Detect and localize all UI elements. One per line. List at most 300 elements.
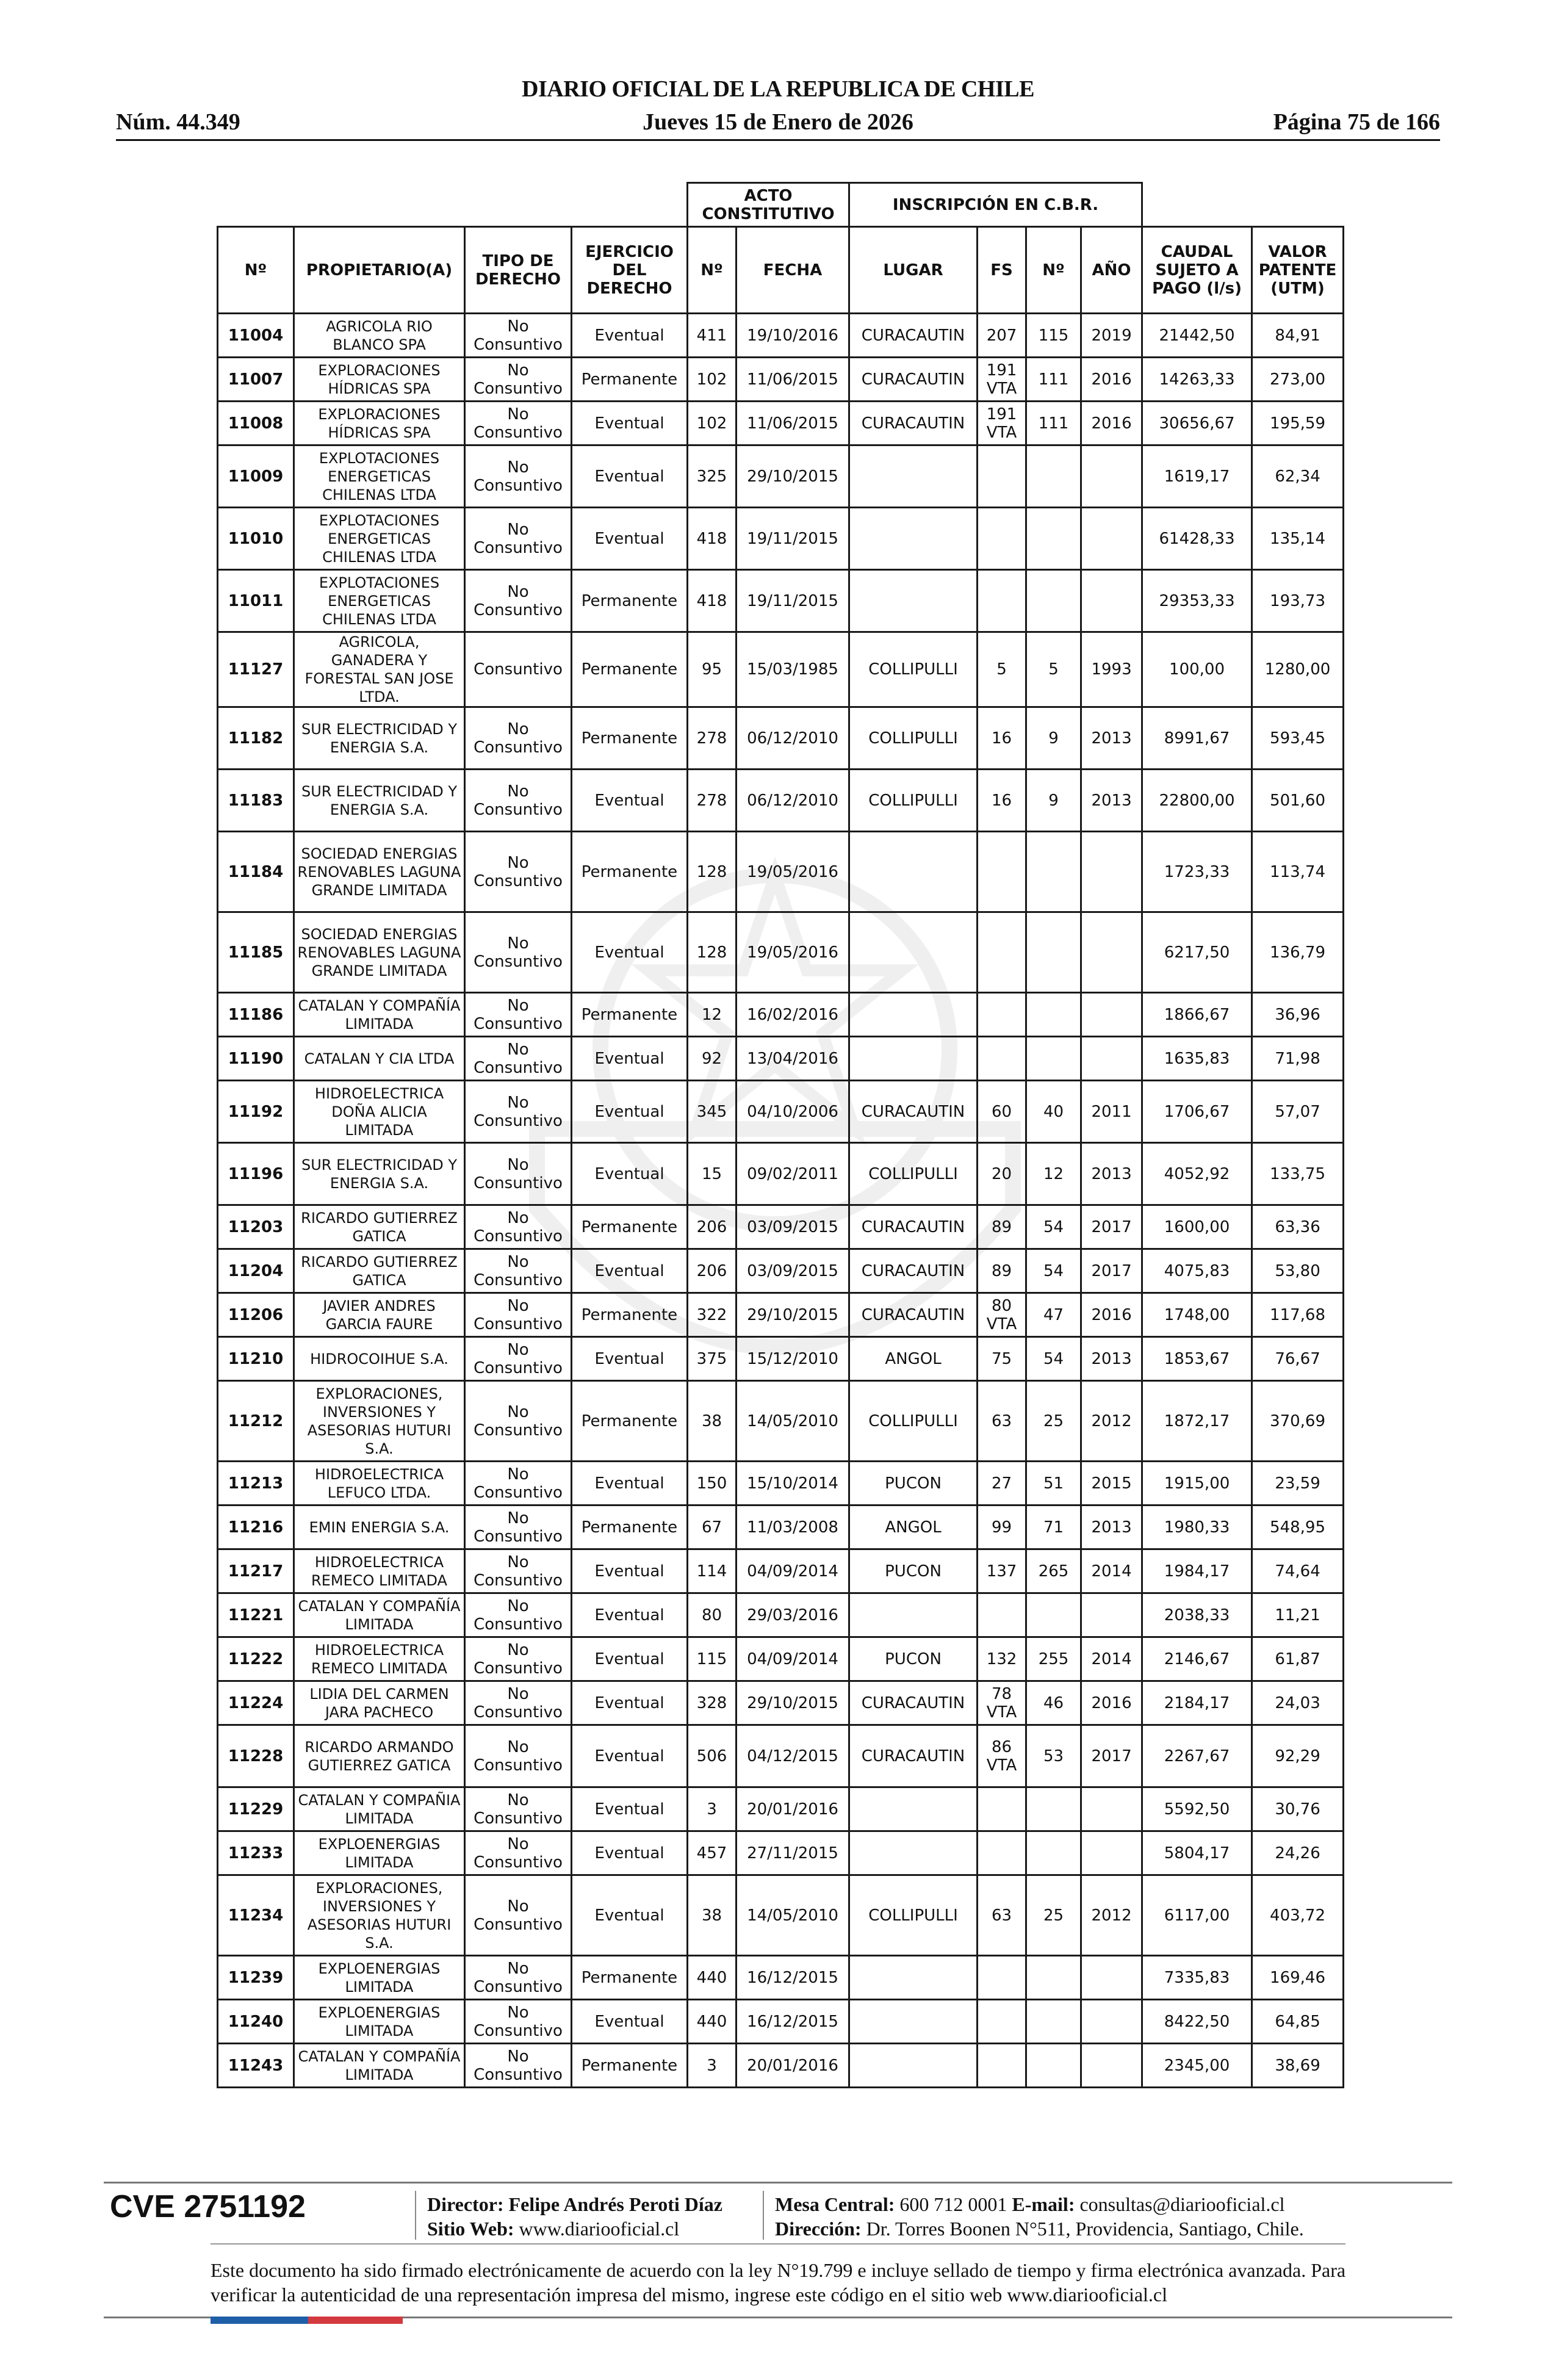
row-valor: 136,79 (1252, 912, 1344, 993)
col-acto-n: Nº (688, 227, 737, 314)
row-ejercicio: Eventual (572, 508, 688, 570)
table-row (218, 1725, 1344, 1787)
contact-block (775, 2192, 1304, 2241)
row-propietario: CATALAN Y COMPAÑÍA LIMITADA (294, 1593, 465, 1637)
email-address[interactable]: consultas@diariooficial.cl (1079, 2193, 1285, 2215)
row-number: 11008 (218, 402, 294, 445)
row-anio (1081, 1831, 1142, 1875)
row-valor: 36,96 (1252, 993, 1344, 1037)
row-lugar: CURACAUTIN (849, 358, 978, 402)
table-row (218, 1956, 1344, 2000)
row-valor: 63,36 (1252, 1205, 1344, 1249)
row-propietario: SOCIEDAD ENERGIAS RENOVABLES LAGUNA GRANDE LIMITADA (294, 912, 465, 993)
row-anio: 2013 (1081, 1143, 1142, 1205)
row-cbr-n (1026, 1831, 1081, 1875)
row-propietario: EXPLOENERGIAS LIMITADA (294, 1956, 465, 2000)
row-number: 11192 (218, 1081, 294, 1143)
row-ejercicio: Eventual (572, 314, 688, 358)
row-fs (978, 1787, 1026, 1831)
row-caudal: 1723,33 (1142, 832, 1252, 912)
col-caudal: CAUDAL SUJETO A PAGO (l/s) (1142, 227, 1252, 314)
row-anio: 2015 (1081, 1462, 1142, 1506)
row-caudal: 61428,33 (1142, 508, 1252, 570)
table-row (218, 1831, 1344, 1875)
row-anio: 2013 (1081, 770, 1142, 832)
row-valor: 11,21 (1252, 1593, 1344, 1637)
row-fecha: 16/02/2016 (737, 993, 849, 1037)
row-caudal: 6117,00 (1142, 1875, 1252, 1956)
row-cbr-n: 25 (1026, 1381, 1081, 1462)
row-propietario: HIDROELECTRICA LEFUCO LTDA. (294, 1462, 465, 1506)
row-number: 11217 (218, 1549, 294, 1593)
header-rule (116, 139, 1440, 141)
table-row (218, 832, 1344, 912)
row-propietario: SOCIEDAD ENERGIAS RENOVABLES LAGUNA GRANDE LIMITADA (294, 832, 465, 912)
row-propietario: RICARDO ARMANDO GUTIERREZ GATICA (294, 1725, 465, 1787)
table-row (218, 570, 1344, 632)
row-anio (1081, 570, 1142, 632)
row-acto-n: 3 (688, 1787, 737, 1831)
row-propietario: EXPLORACIONES, INVERSIONES Y ASESORIAS HUTURI S.A. (294, 1381, 465, 1462)
row-anio (1081, 832, 1142, 912)
row-acto-n: 325 (688, 445, 737, 508)
row-fs: 16 (978, 707, 1026, 770)
row-caudal: 1619,17 (1142, 445, 1252, 508)
direccion: Dr. Torres Boonen N°511, Providencia, Santiago, Chile. (866, 2218, 1304, 2240)
row-acto-n: 345 (688, 1081, 737, 1143)
row-fecha: 04/09/2014 (737, 1637, 849, 1681)
row-fs: 89 (978, 1249, 1026, 1293)
row-valor: 113,74 (1252, 832, 1344, 912)
row-caudal: 7335,83 (1142, 1956, 1252, 2000)
row-fecha: 27/11/2015 (737, 1831, 849, 1875)
row-ejercicio: Permanente (572, 1205, 688, 1249)
row-valor: 273,00 (1252, 358, 1344, 402)
row-fecha: 03/09/2015 (737, 1205, 849, 1249)
row-valor: 169,46 (1252, 1956, 1344, 2000)
table-row (218, 1337, 1344, 1381)
row-fecha: 11/03/2008 (737, 1506, 849, 1549)
row-number: 11210 (218, 1337, 294, 1381)
footer-rule (104, 2182, 1452, 2183)
row-acto-n: 38 (688, 1875, 737, 1956)
row-cbr-n (1026, 2044, 1081, 2088)
row-caudal: 1984,17 (1142, 1549, 1252, 1593)
row-fs: 86 VTA (978, 1725, 1026, 1787)
row-cbr-n: 54 (1026, 1337, 1081, 1381)
row-number: 11007 (218, 358, 294, 402)
row-fs: 207 (978, 314, 1026, 358)
table-row (218, 1205, 1344, 1249)
row-acto-n: 150 (688, 1462, 737, 1506)
row-caudal: 2146,67 (1142, 1637, 1252, 1681)
row-number: 11009 (218, 445, 294, 508)
row-anio (1081, 1593, 1142, 1637)
row-cbr-n: 40 (1026, 1081, 1081, 1143)
inscripcion-header: INSCRIPCIÓN EN C.B.R. (849, 183, 1142, 227)
row-tipo: No Consuntivo (465, 1725, 572, 1787)
row-tipo: No Consuntivo (465, 1875, 572, 1956)
row-fs (978, 508, 1026, 570)
row-anio: 2013 (1081, 1506, 1142, 1549)
row-caudal: 1872,17 (1142, 1381, 1252, 1462)
mesa-label: Mesa Central: (775, 2193, 895, 2215)
row-lugar (849, 993, 978, 1037)
footer (104, 2182, 1452, 2183)
row-caudal: 1635,83 (1142, 1037, 1252, 1081)
group-header-row (218, 183, 1344, 227)
row-valor: 30,76 (1252, 1787, 1344, 1831)
row-ejercicio: Eventual (572, 1549, 688, 1593)
row-lugar: COLLIPULLI (849, 707, 978, 770)
row-tipo: No Consuntivo (465, 314, 572, 358)
row-fecha: 04/12/2015 (737, 1725, 849, 1787)
row-acto-n: 128 (688, 912, 737, 993)
row-acto-n: 206 (688, 1249, 737, 1293)
sitio-web[interactable]: www.diariooficial.cl (519, 2218, 680, 2240)
row-fecha: 29/10/2015 (737, 1293, 849, 1337)
row-fecha: 16/12/2015 (737, 2000, 849, 2044)
col-fecha: FECHA (737, 227, 849, 314)
row-valor: 71,98 (1252, 1037, 1344, 1081)
page-number: Página 75 de 166 (1273, 109, 1440, 135)
row-acto-n: 95 (688, 632, 737, 707)
row-caudal: 2345,00 (1142, 2044, 1252, 2088)
row-caudal: 22800,00 (1142, 770, 1252, 832)
row-number: 11186 (218, 993, 294, 1037)
row-cbr-n: 111 (1026, 358, 1081, 402)
row-lugar: CURACAUTIN (849, 1249, 978, 1293)
row-number: 11221 (218, 1593, 294, 1637)
row-lugar (849, 1787, 978, 1831)
row-ejercicio: Permanente (572, 1506, 688, 1549)
col-ejercicio: EJERCICIO DEL DERECHO (572, 227, 688, 314)
row-valor: 501,60 (1252, 770, 1344, 832)
row-lugar: PUCON (849, 1637, 978, 1681)
row-tipo: No Consuntivo (465, 1081, 572, 1143)
mesa-phone: 600 712 0001 (899, 2193, 1007, 2215)
row-cbr-n: 25 (1026, 1875, 1081, 1956)
row-acto-n: 418 (688, 508, 737, 570)
row-ejercicio: Eventual (572, 1831, 688, 1875)
row-fecha: 19/10/2016 (737, 314, 849, 358)
row-anio (1081, 1787, 1142, 1831)
row-cbr-n: 47 (1026, 1293, 1081, 1337)
table-row (218, 632, 1344, 707)
row-cbr-n (1026, 832, 1081, 912)
row-acto-n: 67 (688, 1506, 737, 1549)
row-ejercicio: Permanente (572, 1956, 688, 2000)
footer-rule (211, 2243, 1345, 2245)
page-header (116, 73, 1440, 140)
row-caudal: 8991,67 (1142, 707, 1252, 770)
row-caudal: 1600,00 (1142, 1205, 1252, 1249)
row-acto-n: 92 (688, 1037, 737, 1081)
row-lugar: PUCON (849, 1549, 978, 1593)
row-tipo: No Consuntivo (465, 1337, 572, 1381)
row-acto-n: 278 (688, 707, 737, 770)
row-propietario: EXPLOENERGIAS LIMITADA (294, 1831, 465, 1875)
legal-notice: Este documento ha sido firmado electrónicamente de acuerdo con la ley N°19.799 e incluye sellado de tiempo y firma electrónica avanzada. Para verificar la autenticidad de una representación impresa del mismo, ingrese este código en el sitio web www.diariooficial.cl (211, 2259, 1346, 2306)
row-propietario: HIDROELECTRICA DOÑA ALICIA LIMITADA (294, 1081, 465, 1143)
row-cbr-n (1026, 1593, 1081, 1637)
row-ejercicio: Eventual (572, 1593, 688, 1637)
row-tipo: No Consuntivo (465, 1506, 572, 1549)
row-lugar: CURACAUTIN (849, 1293, 978, 1337)
row-tipo: No Consuntivo (465, 1381, 572, 1462)
row-tipo: No Consuntivo (465, 707, 572, 770)
row-propietario: HIDROELECTRICA REMECO LIMITADA (294, 1549, 465, 1593)
row-lugar (849, 2044, 978, 2088)
row-cbr-n: 9 (1026, 707, 1081, 770)
row-cbr-n: 71 (1026, 1506, 1081, 1549)
row-fecha: 29/10/2015 (737, 1681, 849, 1725)
row-valor: 548,95 (1252, 1506, 1344, 1549)
row-number: 11233 (218, 1831, 294, 1875)
row-caudal: 5804,17 (1142, 1831, 1252, 1875)
row-fecha: 16/12/2015 (737, 1956, 849, 2000)
row-ejercicio: Eventual (572, 402, 688, 445)
table-row (218, 993, 1344, 1037)
row-ejercicio: Eventual (572, 1037, 688, 1081)
row-fs (978, 1593, 1026, 1637)
row-valor: 74,64 (1252, 1549, 1344, 1593)
table-row (218, 1081, 1344, 1143)
cve-code: CVE 2751192 (110, 2189, 306, 2224)
row-fs: 191 VTA (978, 402, 1026, 445)
row-cbr-n: 54 (1026, 1249, 1081, 1293)
row-number: 11204 (218, 1249, 294, 1293)
row-lugar: COLLIPULLI (849, 770, 978, 832)
row-propietario: AGRICOLA RIO BLANCO SPA (294, 314, 465, 358)
flag-stripe-blue (211, 2317, 308, 2324)
row-valor: 195,59 (1252, 402, 1344, 445)
row-number: 11213 (218, 1462, 294, 1506)
row-tipo: No Consuntivo (465, 1831, 572, 1875)
row-propietario: EXPLOTACIONES ENERGETICAS CHILENAS LTDA (294, 508, 465, 570)
row-fecha: 20/01/2016 (737, 1787, 849, 1831)
row-caudal: 1980,33 (1142, 1506, 1252, 1549)
table-row (218, 1506, 1344, 1549)
row-fs: 60 (978, 1081, 1026, 1143)
row-acto-n: 375 (688, 1337, 737, 1381)
row-cbr-n (1026, 1787, 1081, 1831)
row-fecha: 19/11/2015 (737, 570, 849, 632)
row-ejercicio: Eventual (572, 1081, 688, 1143)
row-tipo: No Consuntivo (465, 1593, 572, 1637)
publication-title: DIARIO OFICIAL DE LA REPUBLICA DE CHILE (522, 76, 1034, 102)
row-fs: 63 (978, 1381, 1026, 1462)
table-row (218, 508, 1344, 570)
row-fs: 99 (978, 1506, 1026, 1549)
director-block (427, 2192, 722, 2241)
row-fs: 75 (978, 1337, 1026, 1381)
row-tipo: No Consuntivo (465, 1787, 572, 1831)
row-fecha: 15/12/2010 (737, 1337, 849, 1381)
row-anio: 1993 (1081, 632, 1142, 707)
row-ejercicio: Permanente (572, 2044, 688, 2088)
row-fs (978, 570, 1026, 632)
row-anio: 2012 (1081, 1381, 1142, 1462)
row-ejercicio: Eventual (572, 1725, 688, 1787)
row-number: 11190 (218, 1037, 294, 1081)
row-fecha: 29/03/2016 (737, 1593, 849, 1637)
row-lugar: CURACAUTIN (849, 1205, 978, 1249)
row-cbr-n: 115 (1026, 314, 1081, 358)
row-fs: 78 VTA (978, 1681, 1026, 1725)
row-anio (1081, 2044, 1142, 2088)
acto-constitutivo-header: ACTO CONSTITUTIVO (688, 183, 849, 227)
row-acto-n: 440 (688, 2000, 737, 2044)
row-number: 11240 (218, 2000, 294, 2044)
row-anio (1081, 1956, 1142, 2000)
col-valor: VALOR PATENTE (UTM) (1252, 227, 1344, 314)
row-fs (978, 832, 1026, 912)
row-number: 11206 (218, 1293, 294, 1337)
row-fs (978, 993, 1026, 1037)
row-lugar (849, 570, 978, 632)
row-valor: 64,85 (1252, 2000, 1344, 2044)
row-cbr-n: 111 (1026, 402, 1081, 445)
table-row (218, 358, 1344, 402)
row-fs: 80 VTA (978, 1293, 1026, 1337)
row-lugar: CURACAUTIN (849, 314, 978, 358)
row-fecha: 15/03/1985 (737, 632, 849, 707)
row-propietario: EXPLORACIONES, INVERSIONES Y ASESORIAS HUTURI S.A. (294, 1875, 465, 1956)
row-tipo: No Consuntivo (465, 1462, 572, 1506)
row-lugar: CURACAUTIN (849, 1081, 978, 1143)
row-acto-n: 15 (688, 1143, 737, 1205)
table-row (218, 770, 1344, 832)
row-tipo: No Consuntivo (465, 1637, 572, 1681)
row-propietario: EXPLORACIONES HÍDRICAS SPA (294, 358, 465, 402)
row-caudal: 2184,17 (1142, 1681, 1252, 1725)
row-valor: 62,34 (1252, 445, 1344, 508)
row-fecha: 09/02/2011 (737, 1143, 849, 1205)
row-anio: 2012 (1081, 1875, 1142, 1956)
row-valor: 370,69 (1252, 1381, 1344, 1462)
row-ejercicio: Eventual (572, 445, 688, 508)
row-valor: 57,07 (1252, 1081, 1344, 1143)
row-cbr-n: 9 (1026, 770, 1081, 832)
row-tipo: Consuntivo (465, 632, 572, 707)
row-fecha: 11/06/2015 (737, 358, 849, 402)
row-valor: 24,26 (1252, 1831, 1344, 1875)
col-anio: AÑO (1081, 227, 1142, 314)
row-caudal: 8422,50 (1142, 2000, 1252, 2044)
col-lugar: LUGAR (849, 227, 978, 314)
row-caudal: 4075,83 (1142, 1249, 1252, 1293)
row-fs: 16 (978, 770, 1026, 832)
row-number: 11011 (218, 570, 294, 632)
row-tipo: No Consuntivo (465, 358, 572, 402)
row-ejercicio: Eventual (572, 1637, 688, 1681)
row-anio: 2019 (1081, 314, 1142, 358)
row-number: 11239 (218, 1956, 294, 2000)
row-tipo: No Consuntivo (465, 1681, 572, 1725)
row-tipo: No Consuntivo (465, 1249, 572, 1293)
row-acto-n: 418 (688, 570, 737, 632)
row-propietario: CATALAN Y COMPAÑÍA LIMITADA (294, 2044, 465, 2088)
row-ejercicio: Eventual (572, 1875, 688, 1956)
row-number: 11182 (218, 707, 294, 770)
row-lugar (849, 1956, 978, 2000)
row-cbr-n (1026, 445, 1081, 508)
row-fecha: 11/06/2015 (737, 402, 849, 445)
row-ejercicio: Permanente (572, 832, 688, 912)
row-number: 11196 (218, 1143, 294, 1205)
row-tipo: No Consuntivo (465, 402, 572, 445)
row-acto-n: 102 (688, 402, 737, 445)
row-fs: 27 (978, 1462, 1026, 1506)
row-ejercicio: Eventual (572, 912, 688, 993)
row-caudal: 5592,50 (1142, 1787, 1252, 1831)
row-fecha: 06/12/2010 (737, 770, 849, 832)
row-fecha: 14/05/2010 (737, 1381, 849, 1462)
row-tipo: No Consuntivo (465, 993, 572, 1037)
row-caudal: 1853,67 (1142, 1337, 1252, 1381)
row-valor: 92,29 (1252, 1725, 1344, 1787)
row-lugar: PUCON (849, 1462, 978, 1506)
row-propietario: RICARDO GUTIERREZ GATICA (294, 1205, 465, 1249)
email-label: E-mail: (1012, 2193, 1075, 2215)
row-tipo: No Consuntivo (465, 508, 572, 570)
row-valor: 193,73 (1252, 570, 1344, 632)
row-propietario: SUR ELECTRICIDAD Y ENERGIA S.A. (294, 707, 465, 770)
row-acto-n: 328 (688, 1681, 737, 1725)
row-number: 11228 (218, 1725, 294, 1787)
table-row (218, 1637, 1344, 1681)
row-tipo: No Consuntivo (465, 770, 572, 832)
director-label: Director: (427, 2193, 504, 2215)
table-row (218, 1381, 1344, 1462)
row-cbr-n: 255 (1026, 1637, 1081, 1681)
table-row (218, 402, 1344, 445)
table-row (218, 314, 1344, 358)
row-anio: 2016 (1081, 402, 1142, 445)
row-lugar (849, 912, 978, 993)
row-fs: 191 VTA (978, 358, 1026, 402)
row-acto-n: 206 (688, 1205, 737, 1249)
table-row (218, 445, 1344, 508)
row-acto-n: 457 (688, 1831, 737, 1875)
row-ejercicio: Eventual (572, 1681, 688, 1725)
row-cbr-n (1026, 508, 1081, 570)
row-cbr-n: 46 (1026, 1681, 1081, 1725)
row-lugar: ANGOL (849, 1337, 978, 1381)
row-fs (978, 445, 1026, 508)
row-cbr-n (1026, 570, 1081, 632)
row-number: 11243 (218, 2044, 294, 2088)
row-propietario: SUR ELECTRICIDAD Y ENERGIA S.A. (294, 770, 465, 832)
row-ejercicio: Permanente (572, 632, 688, 707)
row-ejercicio: Eventual (572, 1787, 688, 1831)
row-tipo: No Consuntivo (465, 1143, 572, 1205)
row-caudal: 29353,33 (1142, 570, 1252, 632)
row-fs: 137 (978, 1549, 1026, 1593)
row-valor: 593,45 (1252, 707, 1344, 770)
director-name: Felipe Andrés Peroti Díaz (508, 2193, 722, 2215)
row-lugar: CURACAUTIN (849, 1681, 978, 1725)
row-acto-n: 102 (688, 358, 737, 402)
row-valor: 76,67 (1252, 1337, 1344, 1381)
row-fs (978, 1831, 1026, 1875)
row-lugar: COLLIPULLI (849, 632, 978, 707)
row-caudal: 4052,92 (1142, 1143, 1252, 1205)
row-ejercicio: Permanente (572, 570, 688, 632)
row-propietario: CATALAN Y COMPAÑIA LIMITADA (294, 1787, 465, 1831)
row-lugar: ANGOL (849, 1506, 978, 1549)
